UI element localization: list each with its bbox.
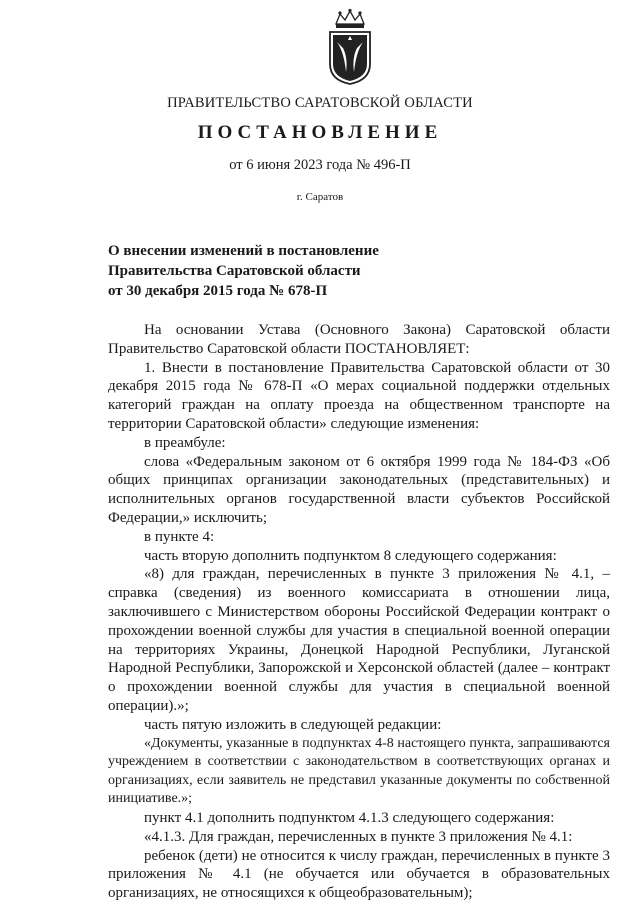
body-paragraph: На основании Устава (Основного Закона) Саратовской области Правительство Саратовской области ПОСТАНОВЛЯЕТ: <box>108 322 610 357</box>
body-paragraph: часть вторую дополнить подпунктом 8 следующего содержания: <box>144 547 557 564</box>
document-subject <box>108 241 468 301</box>
document-body <box>108 321 610 903</box>
subject-line: О внесении изменений в постановление <box>108 243 379 259</box>
document-date-number: от 6 июня 2023 года № 496-П <box>229 157 411 173</box>
body-paragraph: слова «Федеральным законом от 6 октября 1999 года № 184-ФЗ «Об общих принципах организации законодательных (представительных) и исполнительных органов государственной власти субъектов Российской Федерации,» исключить; <box>108 453 610 526</box>
body-paragraph: в пункте 4: <box>144 528 215 545</box>
body-paragraph: «8) для граждан, перечисленных в пункте 3 приложения № 4.1, – справка (сведения) из военного комиссариата в отношении лица, заключившего с Министерством обороны Российской Федерации контракт о прохождении военной службы для участия в специальной военной операции на территориях Украины, Донецкой Народной Республики, Луганской Народной Республики, Запорожской и Херсонской областей (далее – контракт о прохождении военной службы для участия в специальной военной операции).»; <box>108 566 610 714</box>
document-type-title: ПОСТАНОВЛЕНИЕ <box>197 122 443 143</box>
body-paragraph: в преамбуле: <box>144 434 226 451</box>
document-city: г. Саратов <box>296 191 344 203</box>
organization-name: ПРАВИТЕЛЬСТВО САРАТОВСКОЙ ОБЛАСТИ <box>167 95 473 111</box>
subject-line: Правительства Саратовской области <box>108 263 361 279</box>
subject-line: от 30 декабря 2015 года № 678-П <box>108 283 328 299</box>
body-paragraph: «Документы, указанные в подпунктах 4-8 настоящего пункта, запрашиваются учреждением в соответствии с законодательством в соответствующих органах и организациях, если заявитель не представил указанные документы по собственной инициативе.»; <box>108 735 610 807</box>
body-paragraph: «4.1.3. Для граждан, перечисленных в пункте 3 приложения № 4.1: <box>144 828 573 845</box>
body-paragraph: ребенок (дети) не относится к числу граждан, перечисленных в пункте 3 приложения № 4.1 (не обучается или обучается в образовательных организациях, не относящихся к общеобразовательным); <box>108 847 610 902</box>
body-paragraph: пункт 4.1 дополнить подпунктом 4.1.3 следующего содержания: <box>144 809 555 826</box>
body-paragraph: часть пятую изложить в следующей редакции: <box>144 716 442 733</box>
body-paragraph: 1. Внести в постановление Правительства Саратовской области от 30 декабря 2015 года № 678-П «О мерах социальной поддержки отдельных категорий граждан на оплату проезда на общественном транспорте на территории Саратовской области» следующие изменения: <box>108 359 610 432</box>
saratov-coat-of-arms-icon <box>326 8 374 86</box>
